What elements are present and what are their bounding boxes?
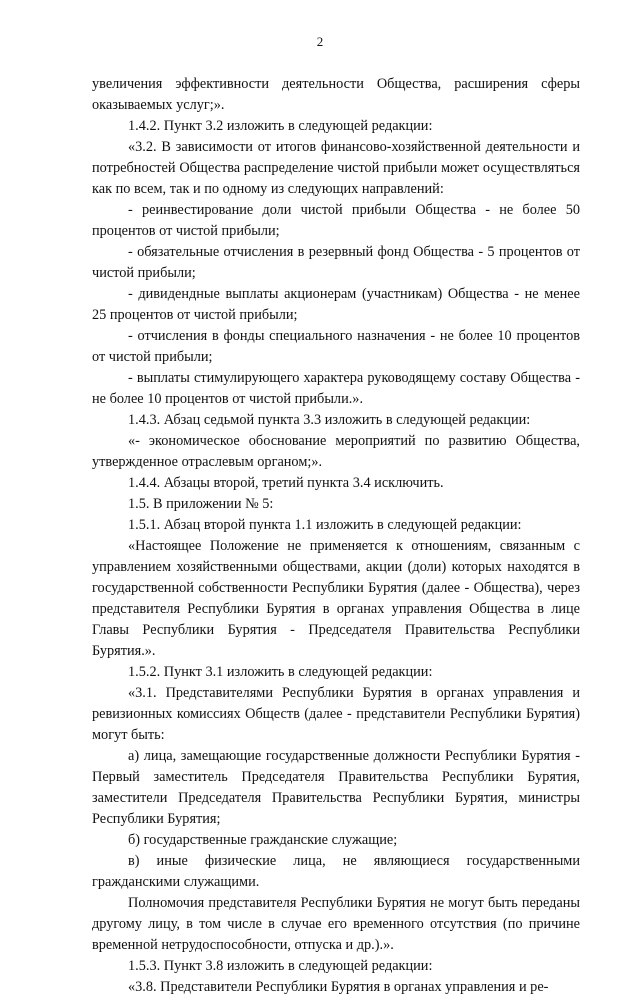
paragraph: «3.8. Представители Республики Бурятия в органах управления и ре- [128, 979, 549, 995]
paragraph: «- экономическое обоснование мероприятий по развитию Общества, утвержденное отраслевым органом;». [92, 433, 580, 470]
list-item: в) иные физические лица, не являющиеся государственными гражданскими служащими. [92, 853, 580, 890]
paragraph: 1.4.2. Пункт 3.2 изложить в следующей редакции: [128, 118, 433, 134]
paragraph: 1.5. В приложении № 5: [128, 496, 274, 512]
paragraph: «Настоящее Положение не применяется к отношениям, связанным с управлением хозяйственными обществами, акции (доли) которых находятся в государственной собственности Республики Бурятия (далее - Общества), через представителя Республики Бурятия в органах управления Общества в лице Главы Республики Бурятия - Председателя Правительства Республики Бурятия.». [92, 538, 580, 659]
paragraph: 1.4.4. Абзацы второй, третий пункта 3.4 исключить. [128, 475, 444, 491]
list-item: б) государственные гражданские служащие; [128, 832, 398, 848]
paragraph: Полномочия представителя Республики Бурятия не могут быть переданы другому лицу, в том числе в случае его временного отсутствия (по причине временной нетрудоспособности, отпуска и др.).». [92, 895, 580, 953]
paragraph: «3.2. В зависимости от итогов финансово-хозяйственной деятельности и потребностей Общества распределение чистой прибыли может осуществляться как по всем, так и по одному из следующих направлений: [92, 139, 580, 197]
list-item: а) лица, замещающие государственные должности Республики Бурятия - Первый заместитель Председателя Правительства Республики Бурятия, заместители Председателя Правительства Республики Бурятия, министры Республики Бурятия; [92, 748, 580, 827]
list-item: - обязательные отчисления в резервный фонд Общества - 5 процентов от чистой прибыли; [92, 244, 580, 281]
paragraph: увеличения эффективности деятельности Общества, расширения сферы оказываемых услуг;». [92, 76, 580, 113]
list-item: - отчисления в фонды специального назначения - не более 10 процентов от чистой прибыли; [92, 328, 580, 365]
paragraph: «3.1. Представителями Республики Бурятия в органах управления и ревизионных комиссиях Обществ (далее - представители Республики Бурятия) могут быть: [92, 685, 580, 743]
paragraph: 1.4.3. Абзац седьмой пункта 3.3 изложить в следующей редакции: [128, 412, 531, 428]
paragraph: 1.5.2. Пункт 3.1 изложить в следующей редакции: [128, 664, 433, 680]
page-number: 2 [316, 34, 324, 49]
list-item: - реинвестирование доли чистой прибыли Общества - не более 50 процентов от чистой прибыли; [92, 202, 580, 239]
list-item: - выплаты стимулирующего характера руководящему составу Общества - не более 10 процентов от чистой прибыли.». [92, 370, 580, 407]
document-body [92, 74, 580, 998]
list-item: - дивидендные выплаты акционерам (участникам) Общества - не менее 25 процентов от чистой прибыли; [92, 286, 580, 323]
paragraph: 1.5.3. Пункт 3.8 изложить в следующей редакции: [128, 958, 433, 974]
paragraph: 1.5.1. Абзац второй пункта 1.1 изложить в следующей редакции: [128, 517, 522, 533]
